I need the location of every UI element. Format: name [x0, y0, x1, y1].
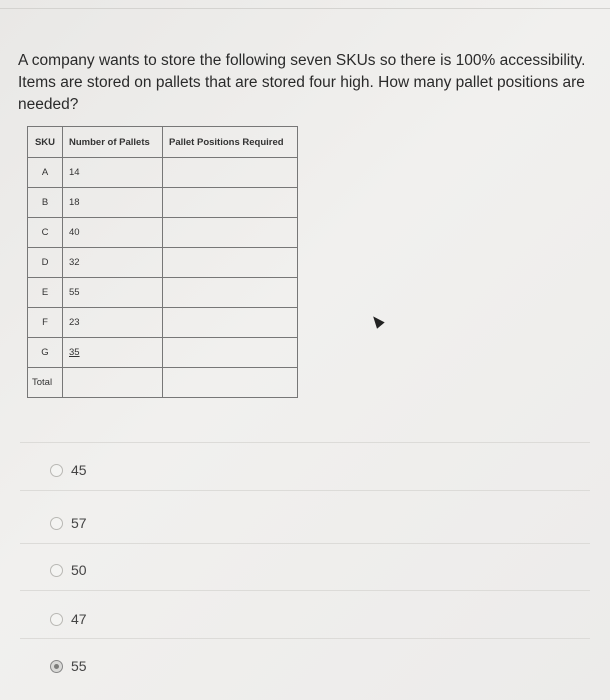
mouse-cursor-icon	[369, 313, 384, 329]
total-pallets-cell	[63, 368, 163, 398]
sku-cell: D	[28, 248, 63, 278]
table-row	[28, 158, 298, 188]
pallets-cell: 18	[63, 188, 163, 218]
table-row	[28, 218, 298, 248]
choice-divider	[20, 543, 590, 544]
radio-button[interactable]	[50, 564, 63, 577]
sku-cell: G	[28, 338, 63, 368]
pallets-cell: 14	[63, 158, 163, 188]
choice-divider	[20, 638, 590, 639]
radio-button-selected[interactable]	[50, 660, 63, 673]
table-row	[28, 308, 298, 338]
header-sku: SKU	[28, 127, 63, 158]
answer-option-label: 45	[71, 462, 87, 478]
positions-cell	[163, 158, 298, 188]
choice-divider	[20, 590, 590, 591]
table-row	[28, 188, 298, 218]
choice-divider	[20, 442, 590, 443]
answer-option[interactable]	[50, 460, 87, 480]
pallets-cell: 55	[63, 278, 163, 308]
positions-cell	[163, 188, 298, 218]
sku-cell: A	[28, 158, 63, 188]
sku-cell: B	[28, 188, 63, 218]
answer-option-label: 47	[71, 611, 87, 627]
pallets-cell: 40	[63, 218, 163, 248]
sku-table	[27, 126, 298, 398]
pallets-cell: 32	[63, 248, 163, 278]
header-pallet-positions: Pallet Positions Required	[163, 127, 298, 158]
positions-cell	[163, 308, 298, 338]
table-row	[28, 338, 298, 368]
table-total-row	[28, 368, 298, 398]
answer-option-label: 55	[71, 658, 87, 674]
sku-cell: E	[28, 278, 63, 308]
total-positions-cell	[163, 368, 298, 398]
pallets-cell: 23	[63, 308, 163, 338]
positions-cell	[163, 248, 298, 278]
answer-option-label: 50	[71, 562, 87, 578]
positions-cell	[163, 218, 298, 248]
answer-option[interactable]	[50, 609, 87, 629]
sku-cell: C	[28, 218, 63, 248]
header-number-of-pallets: Number of Pallets	[63, 127, 163, 158]
positions-cell	[163, 278, 298, 308]
total-label: Total	[28, 368, 63, 398]
pallets-cell: 35	[63, 338, 163, 368]
answer-option[interactable]	[50, 513, 87, 533]
table-row	[28, 248, 298, 278]
table-header-row	[28, 127, 298, 158]
choice-divider	[20, 490, 590, 491]
radio-button[interactable]	[50, 464, 63, 477]
radio-button[interactable]	[50, 613, 63, 626]
answer-option[interactable]	[50, 560, 87, 580]
question-text: A company wants to store the following seven SKUs so there is 100% accessibility. Items are stored on pallets that are stored four high. How many pallet positions are needed?	[18, 52, 586, 113]
positions-cell	[163, 338, 298, 368]
table-row	[28, 278, 298, 308]
answer-option-label: 57	[71, 515, 87, 531]
sku-cell: F	[28, 308, 63, 338]
answer-option-selected[interactable]	[50, 656, 87, 676]
top-divider	[0, 8, 610, 9]
radio-button[interactable]	[50, 517, 63, 530]
